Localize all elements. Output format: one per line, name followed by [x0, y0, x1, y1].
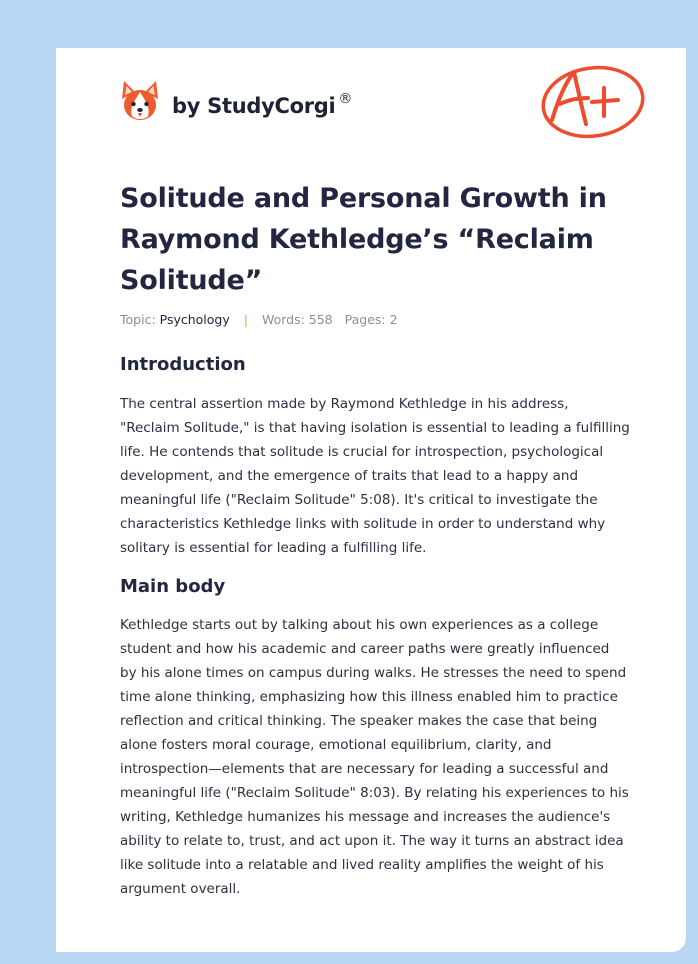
section-heading-introduction: Introduction: [120, 354, 246, 375]
word-count: Words: 558: [261, 312, 333, 327]
section-body-introduction: The central assertion made by Raymond Kethledge in his address, "Reclaim Solitude," is that having isolation is essential to leading a fulfilling life. He contends that solitude is crucial for introspection, psychological development, and the emergence of traits that lead to a happy and meaningful life ("Reclaim Solitude" 5:08). It's critical to investigate the characteristics Kethledge links with solitude in order to understand why solitary is essential for leading a fulfilling life.: [120, 396, 630, 556]
section-heading-main-body: Main body: [120, 576, 226, 597]
document-title: Solitude and Personal Growth in Raymond Kethledge’s “Reclaim Solitude”: [120, 183, 607, 296]
document-page: [56, 48, 686, 952]
grade-text: A+: [538, 60, 540, 61]
topic-link[interactable]: Psychology: [159, 312, 230, 327]
brand-name[interactable]: by StudyCorgi ®: [172, 91, 353, 118]
section-body-main-body: Kethledge starts out by talking about his own experiences as a college student and how his academic and career paths were greatly influenced by his alone times on campus during walks. He stresses the need to spend time alone thinking, emphasizing how this illness enabled him to practice reflection and critical thinking. The speaker makes the case that being alone fosters moral courage, emotional equilibrium, clarity, and introspection—elements that are necessary for leading a successful and meaningful life ("Reclaim Solitude" 8:03). By relating his experiences to his writing, Kethledge humanizes his message and increases the audience's ability to relate to, trust, and act upon it. The way it turns an abstract idea like solitude into a relatable and lived reality amplifies the weight of his argument overall.: [120, 617, 629, 897]
registered-mark: ®: [338, 91, 353, 107]
corgi-logo-icon[interactable]: [120, 79, 160, 123]
meta-separator: |: [243, 312, 248, 327]
document-meta: [120, 312, 398, 327]
page-count: Pages: 2: [344, 312, 398, 327]
grade-a-plus-badge: [538, 60, 648, 142]
topic-label: Topic:: [120, 312, 156, 327]
site-header: [120, 76, 352, 126]
